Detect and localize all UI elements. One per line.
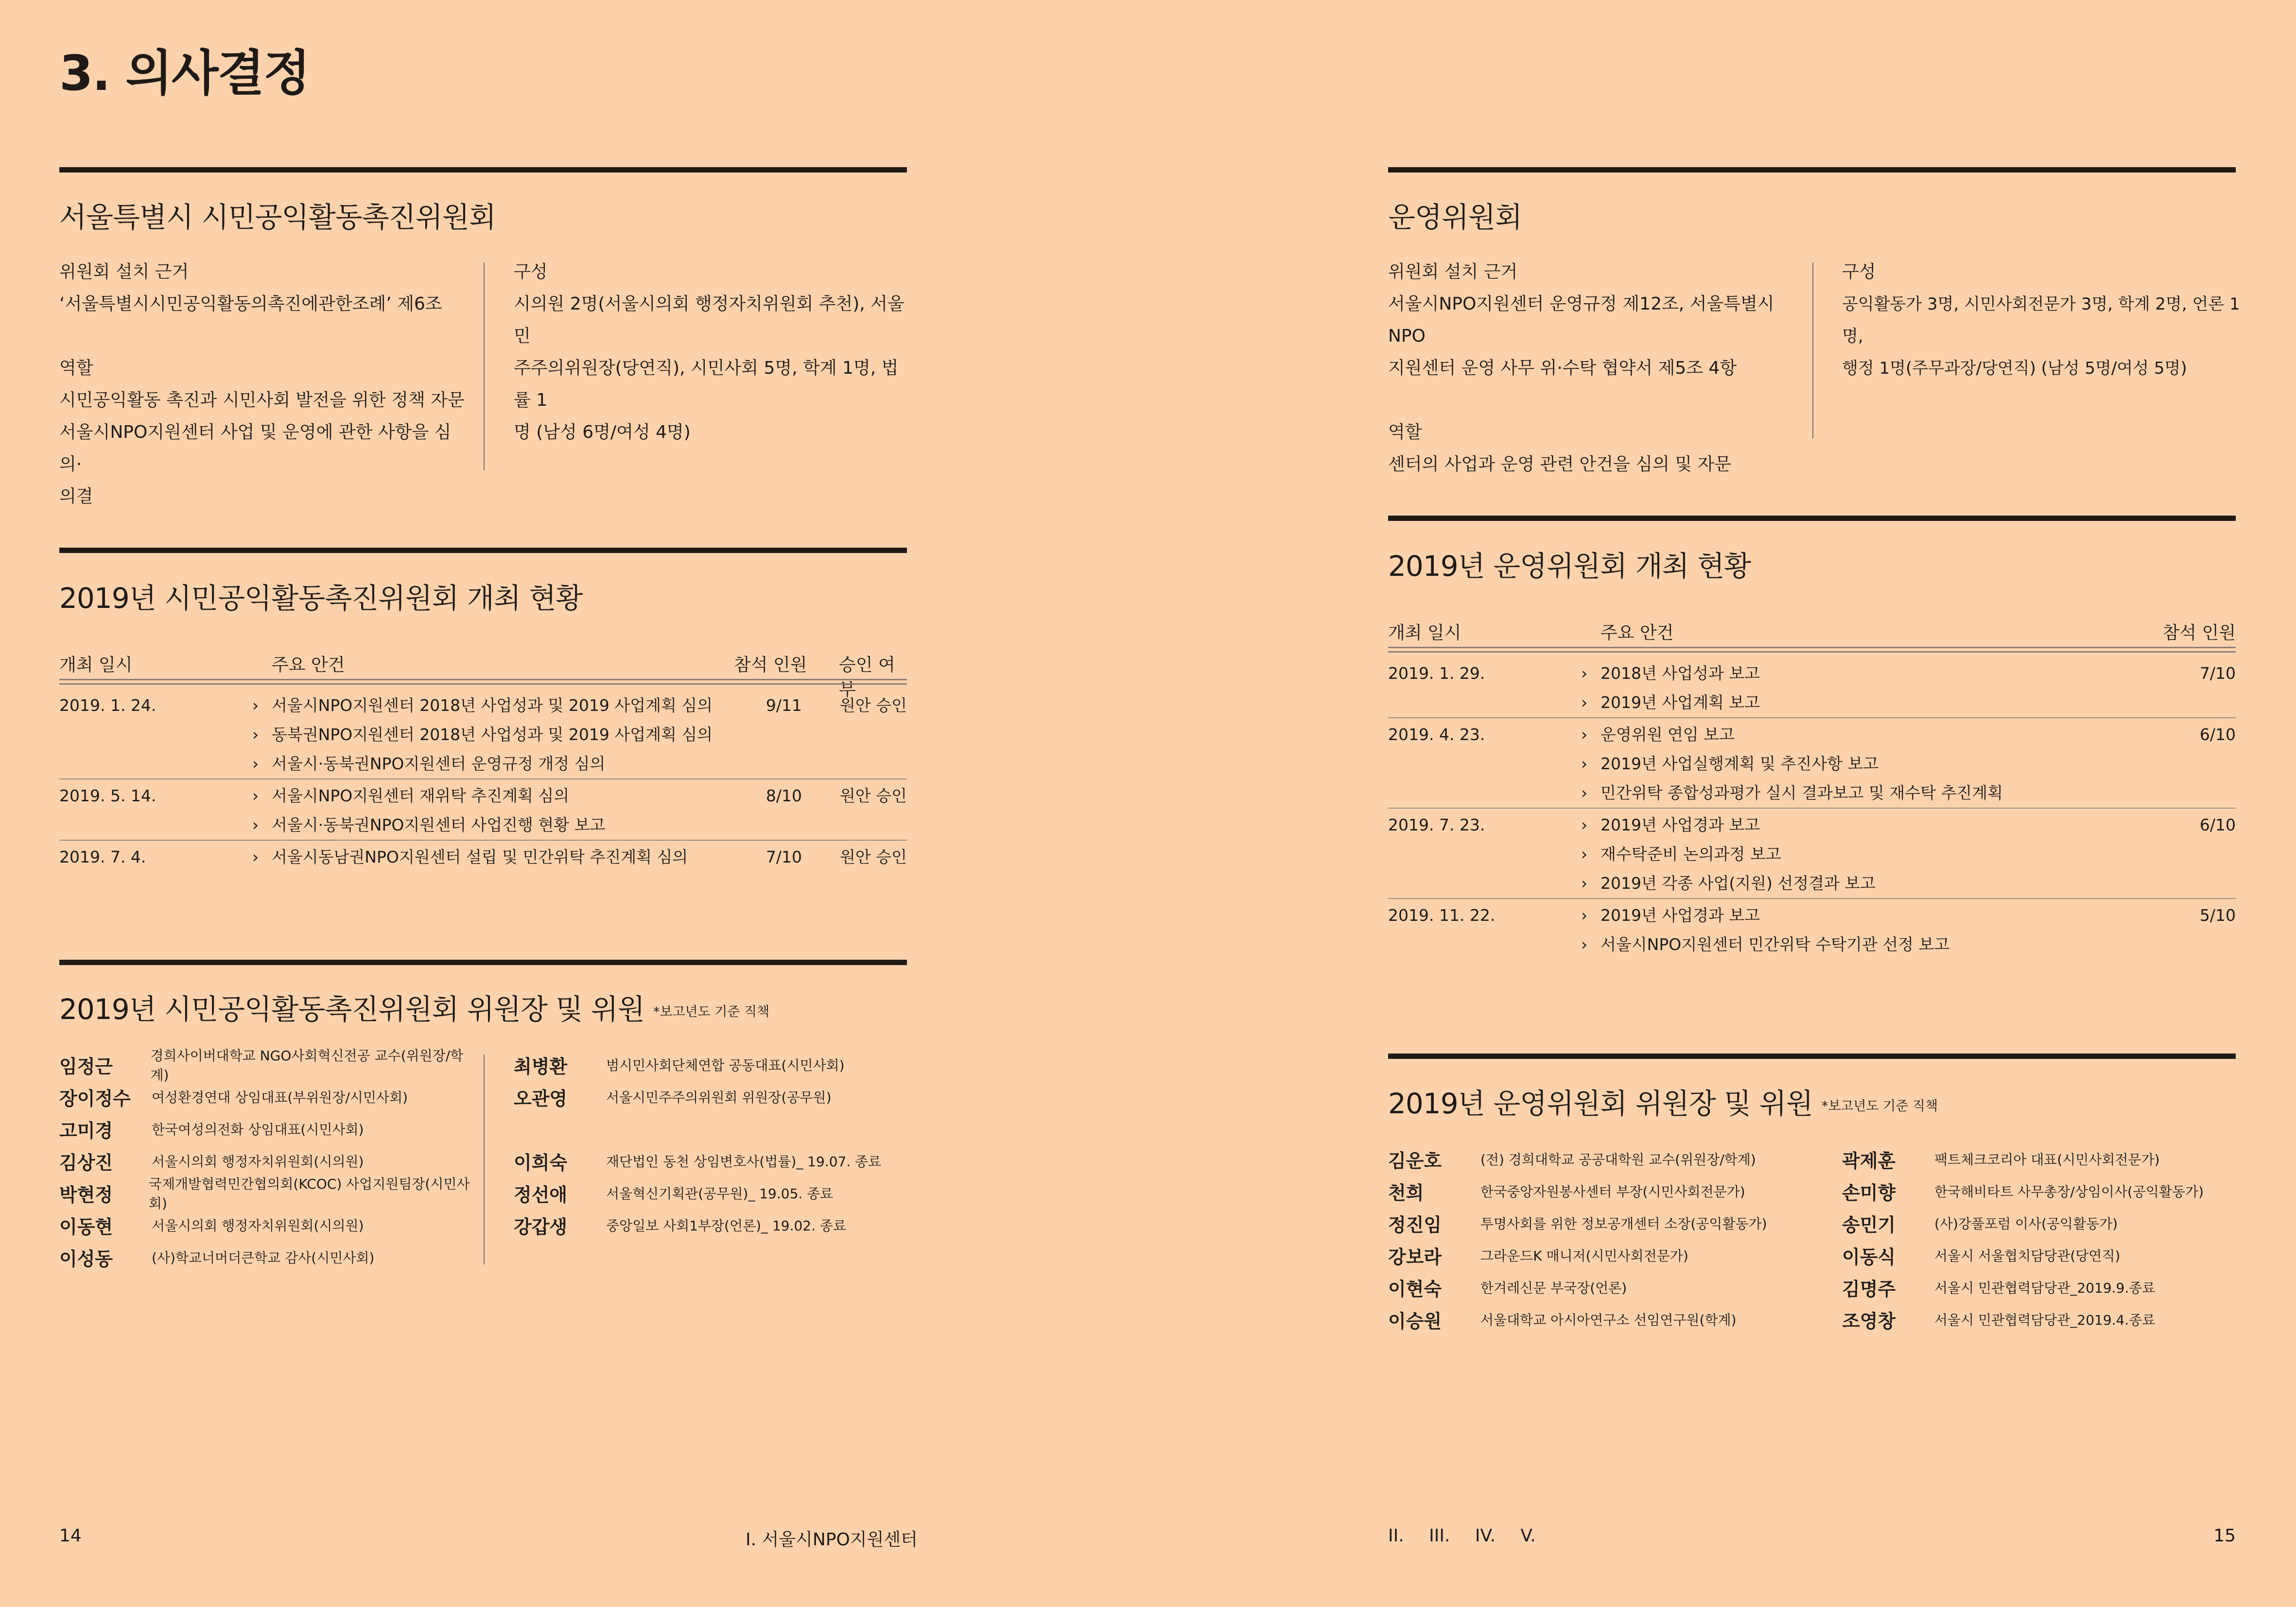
member-name: 정진임 — [1388, 1214, 1442, 1236]
member-role: (사)강풀포럼 이사(공익활동가) — [1934, 1216, 2118, 1232]
basis-label: 위원회 설치 근거 — [1388, 262, 1518, 282]
table-row — [59, 841, 907, 872]
meeting-agendas — [1581, 720, 2168, 808]
member-row — [59, 1177, 477, 1209]
member-name: 고미경 — [59, 1120, 113, 1141]
right-page-number: 15 — [2213, 1526, 2236, 1546]
right-members-title — [1388, 1081, 1938, 1122]
agenda-item: › 2018년 사업성과 보고 — [1581, 659, 2168, 688]
agenda-item: › 운영위원 연임 보고 — [1581, 720, 2168, 749]
composition-line: 주주의위원장(당연직), 시민사회 5명, 학계 1명, 법률 1 — [514, 358, 899, 410]
section-rule — [1388, 167, 2236, 173]
member-role: 서울시의회 행정자치위원회(시의원) — [152, 1154, 364, 1170]
member-role: 한국해비타트 사무총장/상임이사(공익활동가) — [1934, 1184, 2204, 1200]
member-name: 조영창 — [1842, 1310, 1896, 1332]
agenda-item: › 서울시동남권NPO지원센터 설립 및 민간위탁 추진계획 심의 — [252, 843, 744, 872]
member-row — [59, 1113, 477, 1145]
member-role: 서울시민주주의위원회 위원장(공무원) — [606, 1089, 832, 1106]
composition-line: 행정 1명(주무과장/당연직) (남성 5명/여성 5명) — [1842, 359, 2187, 378]
left-meetings-title: 2019년 시민공익활동촉진위원회 개최 현황 — [59, 582, 583, 615]
member-row — [1842, 1143, 2236, 1175]
meeting-agendas — [252, 781, 744, 840]
right-meetings-table — [1388, 657, 2236, 959]
basis-text: ‘서울특별시시민공익활동의촉진에관한조례’ 제6조 — [59, 294, 442, 314]
meeting-agendas — [1581, 659, 2168, 717]
members-note: *보고년도 기준 직책 — [1821, 1099, 1938, 1114]
member-name: 이성동 — [59, 1248, 113, 1270]
header-attend: 참석 인원 — [2162, 623, 2236, 643]
header-date: 개최 일시 — [59, 655, 133, 675]
basis-line: 서울시NPO지원센터 운영규정 제12조, 서울특별시 NPO — [1388, 294, 1774, 346]
composition-label: 구성 — [514, 262, 548, 282]
member-role: 그라운드K 매니저(시민사회전문가) — [1480, 1248, 1688, 1264]
member-name: 이승원 — [1388, 1310, 1442, 1332]
member-name: 이현숙 — [1388, 1278, 1442, 1300]
agenda-item: › 2019년 사업경과 보고 — [1581, 811, 2168, 840]
member-name: 곽제훈 — [1842, 1150, 1896, 1172]
section-rule — [59, 548, 907, 553]
right-committee-title: 운영위원회 — [1388, 201, 1522, 234]
member-role: 재단법인 동천 상임변호사(법률)_ 19.07. 종료 — [606, 1154, 882, 1170]
member-role: 팩트체크코리아 대표(시민사회전문가) — [1934, 1152, 2160, 1168]
agenda-item: › 2019년 사업계획 보고 — [1581, 688, 2168, 717]
footer-nav — [1388, 1526, 1536, 1546]
section-rule — [59, 960, 907, 965]
member-row — [59, 1209, 477, 1241]
approval-status: 원안 승인 — [839, 696, 907, 715]
column-divider — [1812, 262, 1813, 438]
member-role: 서울시 민관협력담당관_2019.4.종료 — [1934, 1312, 2156, 1328]
meeting-agendas — [252, 691, 744, 778]
members-title-text: 2019년 시민공익활동촉진위원회 위원장 및 위원 — [59, 993, 644, 1026]
member-row — [514, 1081, 912, 1113]
header-agenda: 주요 안건 — [1600, 623, 1674, 643]
member-row — [1388, 1143, 1806, 1175]
members-note: *보고년도 기준 직책 — [653, 1004, 770, 1019]
member-role: 서울시 민관협력담당관_2019.9.종료 — [1934, 1280, 2156, 1296]
member-role: 서울대학교 아시아연구소 선임연구원(학계) — [1480, 1312, 1737, 1328]
left-members-col1 — [59, 1049, 477, 1273]
table-row — [1388, 899, 2236, 959]
header-attend: 참석 인원 — [734, 655, 807, 675]
member-row — [59, 1241, 477, 1273]
role-line: 서울시NPO지원센터 사업 및 운영에 관한 사항을 심의· — [59, 422, 452, 474]
agenda-item: › 서울시·동북권NPO지원센터 사업진행 현황 보고 — [252, 811, 744, 840]
member-name: 박현정 — [59, 1184, 113, 1206]
member-role: 서울혁신기획관(공무원)_ 19.05. 종료 — [606, 1186, 834, 1202]
basis-line: 지원센터 운영 사무 위·수탁 협약서 제5조 4항 — [1388, 358, 1737, 378]
left-meetings-table — [59, 689, 907, 872]
attend-count: 7/10 — [765, 847, 802, 866]
attend-count: 7/10 — [2199, 664, 2236, 683]
page-title: 3. 의사결정 — [59, 45, 310, 102]
agenda-item: › 재수탁준비 논의과정 보고 — [1581, 840, 2168, 869]
agenda-item: › 2019년 사업경과 보고 — [1581, 901, 2168, 930]
meeting-date: 2019. 7. 4. — [59, 847, 146, 866]
agenda-item: › 민간위탁 종합성과평가 실시 결과보고 및 재수탁 추진계획 — [1581, 778, 2168, 808]
column-divider — [484, 1054, 485, 1264]
meeting-agendas — [1581, 901, 2168, 959]
member-role: 서울시의회 행정자치위원회(시의원) — [152, 1218, 364, 1234]
table-row — [59, 689, 907, 779]
agenda-item: › 동북권NPO지원센터 2018년 사업성과 및 2019 사업계획 심의 — [252, 720, 744, 749]
member-name: 임정근 — [59, 1055, 113, 1077]
meeting-date: 2019. 1. 24. — [59, 696, 157, 715]
member-row — [59, 1081, 477, 1113]
member-name: 송민기 — [1842, 1214, 1896, 1236]
member-name: 강보라 — [1388, 1246, 1442, 1268]
section-rule — [59, 167, 907, 173]
member-role: 한국중앙자원봉사센터 부장(시민사회전문가) — [1480, 1184, 1745, 1200]
member-row — [1388, 1207, 1806, 1239]
header-double-rule — [59, 679, 907, 685]
member-row — [1842, 1175, 2236, 1207]
agenda-item: › 서울시NPO지원센터 2018년 사업성과 및 2019 사업계획 심의 — [252, 691, 744, 720]
member-row — [1842, 1239, 2236, 1271]
header-agenda: 주요 안건 — [272, 655, 345, 675]
member-role: 중앙일보 사회1부장(언론)_ 19.02. 종료 — [606, 1218, 846, 1234]
attend-count: 5/10 — [2199, 906, 2236, 925]
agenda-item: › 서울시NPO지원센터 민간위탁 수탁기관 선정 보고 — [1581, 930, 2168, 959]
member-name: 손미향 — [1842, 1182, 1896, 1204]
member-row — [514, 1209, 912, 1241]
left-page-number: 14 — [59, 1526, 82, 1546]
approval-status: 원안 승인 — [839, 786, 907, 805]
member-role: 한국여성의전화 상임대표(시민사회) — [152, 1122, 364, 1138]
member-name: 이희숙 — [514, 1152, 568, 1174]
left-members-col2 — [514, 1049, 912, 1241]
member-name: 김명주 — [1842, 1278, 1896, 1300]
right-committee-info — [1388, 256, 1806, 481]
member-row — [514, 1049, 912, 1081]
agenda-item: › 서울시·동북권NPO지원센터 운영규정 개정 심의 — [252, 749, 744, 778]
meeting-date: 2019. 4. 23. — [1388, 725, 1485, 744]
member-name: 김상진 — [59, 1152, 113, 1174]
section-rule — [1388, 1054, 2236, 1059]
right-meetings-header — [1388, 619, 2236, 643]
role-label: 역할 — [59, 358, 93, 378]
member-row — [1388, 1175, 1806, 1207]
left-committee-info — [59, 256, 468, 513]
member-name: 최병환 — [514, 1055, 568, 1077]
member-row — [1388, 1271, 1806, 1303]
agenda-item: › 2019년 사업실행계획 및 추진사항 보고 — [1581, 749, 2168, 778]
role-line: 의결 — [59, 486, 93, 506]
member-name: 강갑생 — [514, 1216, 568, 1238]
role-label: 역할 — [1388, 422, 1422, 442]
header-approval: 승인 여부 — [839, 655, 895, 700]
member-name: 김운호 — [1388, 1150, 1442, 1172]
table-row — [1388, 809, 2236, 899]
table-row — [1388, 657, 2236, 718]
composition-line: 명 (남성 6명/여성 4명) — [514, 422, 691, 442]
header-double-rule — [1388, 647, 2236, 653]
attend-count: 6/10 — [2199, 815, 2236, 834]
meeting-date: 2019. 1. 29. — [1388, 664, 1485, 683]
footer-nav-item[interactable]: II. — [1388, 1526, 1404, 1546]
composition-line: 공익활동가 3명, 시민사회전문가 3명, 학계 2명, 언론 1명, — [1842, 294, 2240, 346]
agenda-item: › 2019년 각종 사업(지원) 선정결과 보고 — [1581, 869, 2168, 898]
table-row — [59, 779, 907, 841]
member-row — [1388, 1239, 1806, 1271]
table-row — [1388, 718, 2236, 809]
members-title-text: 2019년 운영위원회 위원장 및 위원 — [1388, 1087, 1813, 1120]
member-row — [59, 1049, 477, 1081]
composition-label: 구성 — [1842, 262, 1876, 282]
member-row — [514, 1145, 912, 1177]
meeting-date: 2019. 5. 14. — [59, 786, 157, 805]
member-role: 여성환경연대 상임대표(부위원장/시민사회) — [152, 1089, 408, 1106]
approval-status: 원안 승인 — [839, 847, 907, 866]
member-role: 국제개발협력민간협의회(KCOC) 사업지원팀장(시민사회) — [148, 1176, 470, 1211]
member-name: 이동식 — [1842, 1246, 1896, 1268]
meeting-agendas — [1581, 811, 2168, 898]
agenda-item: › 서울시NPO지원센터 재위탁 추진계획 심의 — [252, 781, 744, 811]
attend-count: 8/10 — [765, 786, 802, 805]
right-members-col1 — [1388, 1143, 1806, 1335]
role-text: 센터의 사업과 운영 관련 안건을 심의 및 자문 — [1388, 454, 1732, 474]
header-date: 개최 일시 — [1388, 623, 1461, 643]
left-committee-title: 서울특별시 시민공익활동촉진위원회 — [59, 201, 496, 234]
meeting-date: 2019. 11. 22. — [1388, 906, 1496, 925]
right-committee-composition — [1842, 256, 2241, 384]
member-role: 범시민사회단체연합 공동대표(시민사회) — [606, 1057, 845, 1073]
member-role: 한겨레신문 부국장(언론) — [1480, 1280, 1627, 1296]
member-role: (전) 경희대학교 공공대학원 교수(위원장/학계) — [1480, 1152, 1756, 1168]
member-row — [1842, 1207, 2236, 1239]
footer-nav-item[interactable]: V. — [1520, 1526, 1536, 1546]
member-role: 투명사회를 위한 정보공개센터 소장(공익활동가) — [1480, 1216, 1767, 1232]
composition-line: 시의원 2명(서울시의회 행정자치위원회 추천), 서울민 — [514, 294, 904, 346]
member-name: 장이정수 — [59, 1088, 131, 1109]
left-meetings-header — [59, 651, 907, 700]
member-role: 경희사이버대학교 NGO사회혁신전공 교수(위원장/학계) — [150, 1048, 464, 1083]
right-meetings-title: 2019년 운영위원회 개최 현황 — [1388, 550, 1751, 583]
member-name: 천희 — [1388, 1182, 1424, 1204]
member-name: 오관영 — [514, 1088, 568, 1109]
meeting-date: 2019. 7. 23. — [1388, 815, 1485, 834]
member-name: 이동현 — [59, 1216, 113, 1238]
member-name: 정선애 — [514, 1184, 568, 1206]
member-role: 서울시 서울협치담당관(당연직) — [1934, 1248, 2121, 1264]
section-rule — [1388, 516, 2236, 521]
member-role: (사)학교너머더큰학교 감사(시민사회) — [152, 1250, 375, 1266]
left-committee-composition — [514, 256, 910, 449]
role-line: 시민공익활동 촉진과 시민사회 발전을 위한 정책 자문 — [59, 390, 465, 410]
left-section-label: I. 서울시NPO지원센터 — [746, 1530, 918, 1550]
member-row — [514, 1113, 912, 1145]
meeting-agendas — [252, 843, 744, 872]
member-row — [1842, 1303, 2236, 1335]
member-row — [59, 1145, 477, 1177]
member-row — [1842, 1271, 2236, 1303]
attend-count: 6/10 — [2199, 725, 2236, 744]
footer-nav-item[interactable]: III. — [1429, 1526, 1450, 1546]
basis-label: 위원회 설치 근거 — [59, 262, 189, 282]
attend-count: 9/11 — [765, 696, 802, 715]
column-divider — [484, 262, 485, 470]
left-members-title — [59, 986, 769, 1027]
member-row — [514, 1177, 912, 1209]
footer-nav-item[interactable]: IV. — [1475, 1526, 1496, 1546]
member-row — [1388, 1303, 1806, 1335]
right-members-col2 — [1842, 1143, 2236, 1335]
